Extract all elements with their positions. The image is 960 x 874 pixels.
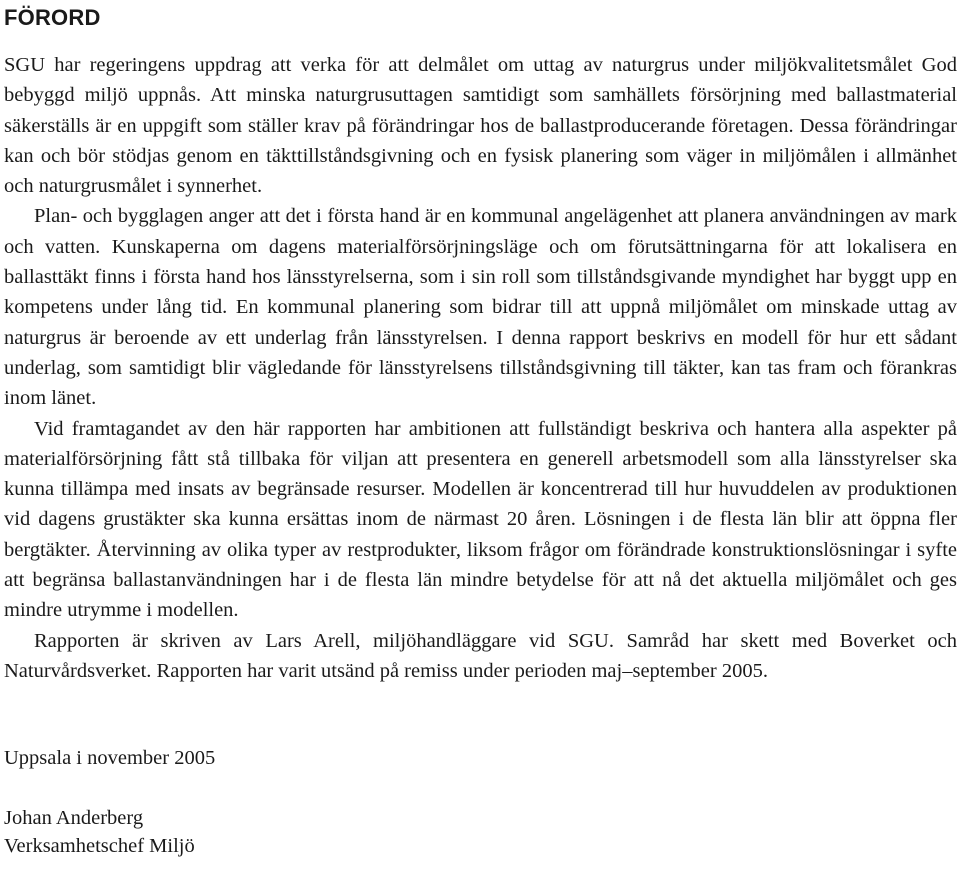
paragraph-1: SGU har regeringens uppdrag att verka för att delmålet om uttag av naturgrus under miljökvalitetsmålet God bebyggd miljö uppnås. Att minska naturgrusuttagen samtidigt som samhällets försörjning med ballastmaterial säkerställs är en uppgift som ställer krav på förändringar hos de ballastproducerande företagen. Dessa förändringar kan och bör stödjas genom en täkttillståndsgivning och en fysisk planering som väger in miljömålen i allmänhet och naturgrusmålet i synnerhet. <box>4 54 957 198</box>
page-title: FÖRORD <box>4 5 101 30</box>
place-and-date: Uppsala i november 2005 <box>4 747 216 770</box>
paragraph-3: Vid framtagandet av den här rapporten har ambitionen att fullständigt beskriva och hantera alla aspekter på materialförsörjning fått stå tillbaka för viljan att presentera en generell arbetsmodell som alla länsstyrelser ska kunna tillämpa med insats av begränsade resurser. Modellen är koncentrerad till hur huvuddelen av produktionen vid dagens grustäkter ska kunna ersättas inom de närmast 20 åren. Lösningen i de flesta län blir att öppna fler bergtäkter. Återvinning av olika typer av restprodukter, liksom frågor om förändrade konstruktionslösningar i syfte att begränsa ballastanvändningen har i de flesta län mindre betydelse för att nå det aktuella miljömålet och ges mindre utrymme i modellen. <box>4 417 957 622</box>
paragraph-2: Plan- och bygglagen anger att det i första hand är en kommunal angelägenhet att planera användningen av mark och vatten. Kunskaperna om dagens materialförsörjningsläge och om förutsättningarna för att lokalisera en ballasttäkt finns i första hand hos länsstyrelserna, som i sin roll som tillståndsgivande myndighet har byggt upp en kompetens under lång tid. En kommunal planering som bidrar till att uppnå miljömålet om minskade uttag av naturgrus är beroende av ett underlag från länsstyrelsen. I denna rapport beskrivs en modell för hur ett sådant underlag, som samtidigt blir vägledande för länsstyrelsens tillståndsgivning till täkter, kan tas fram och förankras inom länet. <box>4 205 957 410</box>
signature-name: Johan Anderberg <box>4 807 144 830</box>
signature-title: Verksamhetschef Miljö <box>4 835 195 858</box>
paragraph-4: Rapporten är skriven av Lars Arell, miljöhandläggare vid SGU. Samråd har skett med Boverket och Naturvårdsverket. Rapporten har varit utsänd på remiss under perioden maj–september 2005. <box>4 629 957 682</box>
document-page <box>4 0 957 860</box>
signature-block <box>4 804 957 860</box>
